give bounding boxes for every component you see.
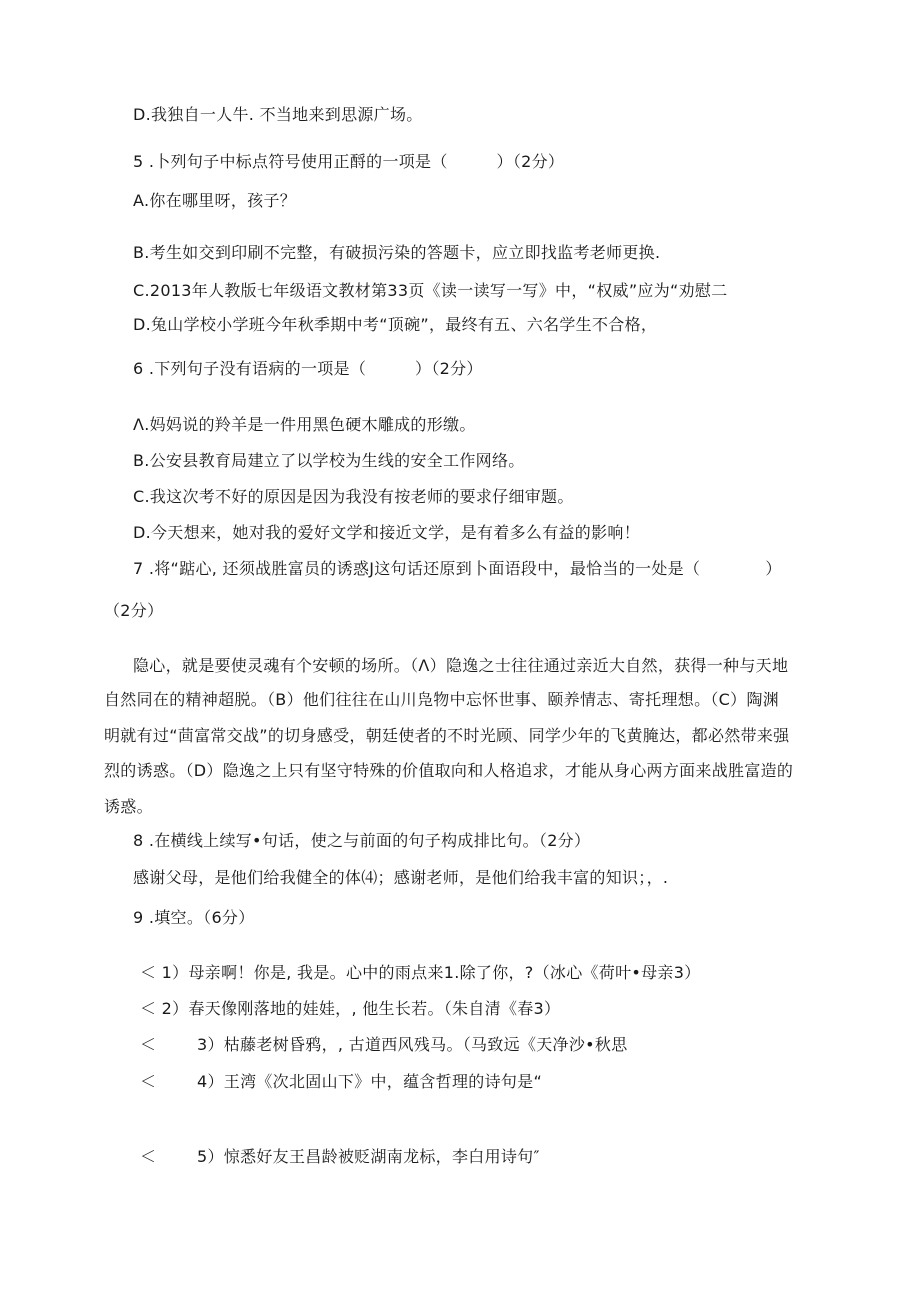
q7-score: （2分） bbox=[104, 601, 164, 620]
question-9: 9 .填空。（6分） bbox=[133, 908, 255, 927]
q5-option-c: C.2013年人教版七年级语文教材第33页《读一读写一写》中，“权威”应为“劝慰二 bbox=[133, 281, 728, 300]
question-8: 8 .在横线上续写•句话，使之与前面的句子构成排比句。（2分） bbox=[133, 831, 591, 850]
q6-option-a: Λ.妈妈说的羚羊是一件用黑色硬木雕成的形缴。 bbox=[133, 415, 476, 434]
q6-option-d: D.今天想来，她对我的爱好文学和接近文学，是有着多么有益的影响！ bbox=[133, 523, 641, 542]
q9-item-5-mark: ＜ bbox=[140, 1147, 157, 1166]
q4-option-d: D.我独自一人牛. 不当地来到思源广场。 bbox=[133, 105, 423, 124]
q9-item-1: ＜ 1）母亲啊！你是, 我是。心中的雨点来1.除了你，?（冰心《荷叶•母亲3） bbox=[140, 963, 701, 982]
q9-item-5: 5）惊悉好友王昌龄被贬湖南龙标，李白用诗句″ bbox=[197, 1147, 540, 1166]
q9-item-3: 3）枯藤老树昏鸦，, 古道西风残马。（马致远《天净沙•秋思 bbox=[197, 1035, 628, 1054]
q9-item-4: 4）王湾《次北固山下》中，蕴含哲理的诗句是“ bbox=[197, 1072, 543, 1091]
q7-passage-line-4: 烈的诱惑。（D）隐逸之上只有坚守特殊的价值取向和人格追求，才能从身心两方面来战胜富造的 bbox=[104, 761, 794, 780]
question-7: 7 .将“踮心, 还须战胜富员的诱惑J这句话还原到卜面语段中，最恰当的一处是（ ） bbox=[133, 559, 782, 578]
q5-option-a: A.你在哪里呀，孩子？ bbox=[133, 191, 297, 210]
question-5: 5 .卜列句子中标点符号使用正酹的一项是（ ）（2分） bbox=[133, 152, 565, 171]
q7-passage-line-1: 隐心，就是要使灵魂有个安顿的场所。（Λ）隐逸之士往往通过亲近大自然，获得一种与天地 bbox=[133, 656, 789, 675]
q9-item-3-mark: ＜ bbox=[140, 1035, 157, 1054]
question-6: 6 .下列句子没有语病的一项是（ ）（2分） bbox=[133, 359, 483, 378]
q9-item-4-mark: ＜ bbox=[140, 1072, 157, 1091]
q7-passage-line-2: 自然同在的精神超脱。（B）他们往往在山川凫物中忘怀世事、颐养情志、寄托理想。（C）陶渊 bbox=[104, 690, 780, 709]
q6-option-b: B.公安县教育局建立了以学校为生线的安全工作网络。 bbox=[133, 451, 525, 470]
q6-option-c: C.我这次考不好的原因是因为我没有按老师的要求仔细审题。 bbox=[133, 487, 574, 506]
q5-option-d: D.兔山学校小学班今年秋季期中考“顶碗”，最终有五、六名学生不合格， bbox=[133, 315, 658, 334]
q9-item-2: ＜ 2）春天像刚落地的娃娃，, 他生长若。（朱自清《春3） bbox=[140, 999, 561, 1018]
q7-passage-line-5: 诱惑。 bbox=[104, 797, 153, 816]
q5-option-b: B.考生如交到印刷不完整，有破损污染的答题卡，应立即找监考老师更换. bbox=[133, 243, 661, 262]
q7-passage-line-3: 明就有过“茴富常交战”的切身感受，朝廷使者的不时光顾、同学少年的飞黄腌达，都必然带来强 bbox=[104, 726, 790, 745]
q8-prompt: 感谢父母，是他们给我健全的体⑷；感谢老师，是他们给我丰富的知识；，. bbox=[133, 868, 669, 887]
